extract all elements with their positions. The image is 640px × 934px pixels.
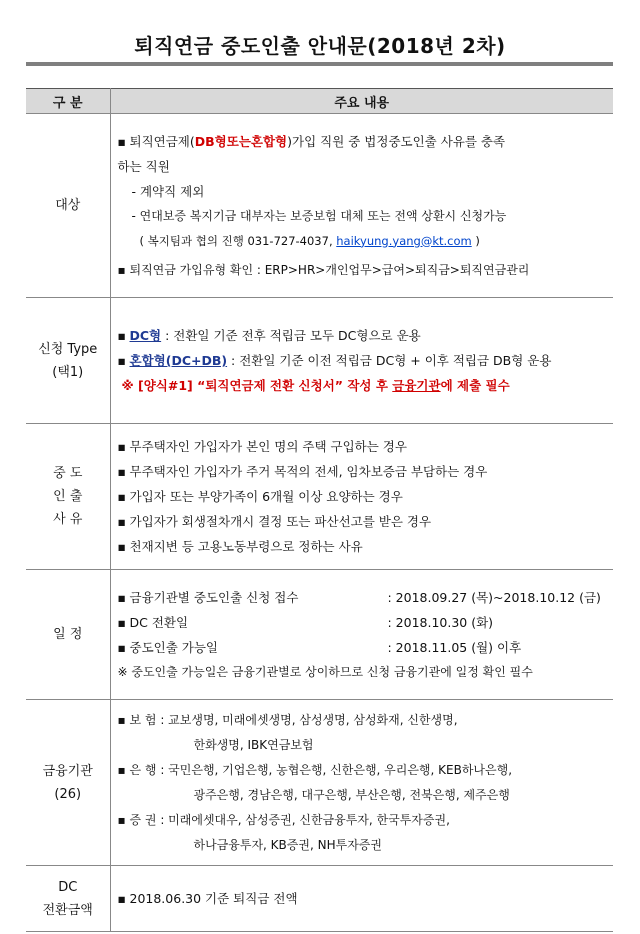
header-content: 주요 내용: [110, 89, 613, 114]
title-divider: [26, 62, 613, 66]
bullet-icon: ▪: [117, 589, 126, 605]
header-category: 구 분: [26, 89, 110, 114]
schedule-row: ▪ DC 전환일 : 2018.10.30 (화): [118, 610, 614, 635]
row-target: [26, 114, 613, 298]
table-header-row: [26, 89, 613, 114]
bank-line-2: 광주은행, 경남은행, 대구은행, 부산은행, 전북은행, 제주은행: [193, 787, 510, 802]
institutions-label: 금융기관 (26): [26, 700, 110, 866]
institutions-content: [110, 700, 613, 866]
list-item: ▪ 무주택자인 가입자가 주거 목적의 전세, 임차보증금 부담하는 경우: [118, 459, 614, 484]
type-label: 신청 Type (택1): [26, 298, 110, 424]
list-item: ▪ 무주택자인 가입자가 본인 명의 주택 구입하는 경우: [118, 434, 614, 459]
bullet-icon: ▪: [117, 489, 126, 504]
type-mixed: ▪ 혼합형(DC+DB) : 전환일 기준 이전 적립금 DC형 + 이후 적립금 DB형 운용: [118, 348, 614, 373]
mixed-type-name: 혼합형(DC+DB): [129, 353, 228, 368]
type-dc: ▪ DC형 : 전환일 기준 전후 적립금 모두 DC형으로 운용: [118, 323, 614, 348]
target-content: [110, 114, 613, 298]
schedule-content: [110, 570, 613, 700]
target-type-highlight: DB형또는혼합형: [194, 133, 288, 149]
schedule-label: 일 정: [26, 570, 110, 700]
list-item: ▪ 가입자 또는 부양가족이 6개월 이상 요양하는 경우: [118, 484, 614, 509]
securities-line-2: 하나금융투자, KB증권, NH투자증권: [193, 837, 382, 852]
bullet-icon: ▪: [117, 812, 126, 827]
insurance-line-2: 한화생명, IBK연금보험: [193, 737, 314, 752]
target-line-1: ▪ 퇴직연금제(DB형또는혼합형)가입 직원 중 법정중도인출 사유를 충족: [118, 129, 614, 154]
row-reasons: [26, 424, 613, 570]
bullet-icon: ▪: [117, 262, 126, 277]
bullet-icon: ▪: [117, 439, 126, 454]
schedule-note: ※ 중도인출 가능일은 금융기관별로 상이하므로 신청 금융기관에 일정 확인 필수: [117, 664, 533, 679]
row-type: [26, 298, 613, 424]
bullet-icon: ▪: [117, 891, 126, 906]
securities-line-1: ▪ 증 권 : 미래에셋대우, 삼성증권, 신한금융투자, 한국투자증권,: [118, 808, 614, 833]
bullet-icon: ▪: [117, 762, 126, 777]
bullet-icon: ▪: [117, 133, 126, 149]
amount-content: [110, 866, 613, 932]
reasons-label: 중 도 인 출 사 유: [26, 424, 110, 570]
row-amount: [26, 866, 613, 932]
amount-label: DC 전환금액: [26, 866, 110, 932]
list-item: ▪ 천재지변 등 고용노동부령으로 정하는 사유: [118, 534, 614, 559]
bullet-icon: ▪: [117, 353, 126, 368]
bullet-icon: ▪: [117, 328, 126, 343]
bullet-icon: ▪: [117, 639, 126, 655]
type-note: ※ [양식#1] “퇴직연금제 전환 신청서” 작성 후 금융기관에 제출 필수: [121, 378, 510, 393]
reasons-content: [110, 424, 613, 570]
target-sub-1: - 계약직 제외: [131, 183, 205, 199]
target-sub-3: ( 복지팀과 협의 진행 031-727-4037, haikyung.yang@kt.com ): [139, 233, 480, 248]
notice-table: [26, 88, 613, 932]
row-institutions: [26, 700, 613, 866]
bullet-icon: ▪: [117, 464, 126, 479]
bullet-icon: ▪: [117, 712, 126, 727]
target-line-3: ▪ 퇴직연금 가입유형 확인 : ERP>HR>개인업무>급여>퇴직금>퇴직연금관리: [118, 258, 614, 283]
list-item: ▪ 가입자가 회생절차개시 결정 또는 파산선고를 받은 경우: [118, 509, 614, 534]
target-sub-2: - 연대보증 복지기금 대부자는 보증보험 대체 또는 전액 상환시 신청가능: [131, 208, 507, 223]
bullet-icon: ▪: [117, 514, 126, 529]
schedule-row: ▪ 중도인출 가능일 : 2018.11.05 (월) 이후: [118, 635, 614, 660]
row-schedule: [26, 570, 613, 700]
contact-email-link[interactable]: haikyung.yang@kt.com: [336, 233, 472, 248]
amount-line: ▪ 2018.06.30 기준 퇴직금 전액: [118, 886, 614, 911]
bullet-icon: ▪: [117, 539, 126, 554]
page-title: 퇴직연금 중도인출 안내문(2018년 2차): [134, 34, 506, 58]
schedule-row: ▪ 금융기관별 중도인출 신청 접수 : 2018.09.27 (목)~2018.10.12 (금): [118, 585, 614, 610]
bullet-icon: ▪: [117, 614, 126, 630]
bank-line-1: ▪ 은 행 : 국민은행, 기업은행, 농협은행, 신한은행, 우리은행, KEB하나은행,: [118, 758, 614, 783]
dc-type-name: DC형: [129, 328, 162, 343]
target-label: 대상: [26, 114, 110, 298]
target-line-2: 하는 직원: [117, 158, 170, 174]
type-content: [110, 298, 613, 424]
insurance-line-1: ▪ 보 험 : 교보생명, 미래에셋생명, 삼성생명, 삼성화재, 신한생명,: [118, 708, 614, 733]
